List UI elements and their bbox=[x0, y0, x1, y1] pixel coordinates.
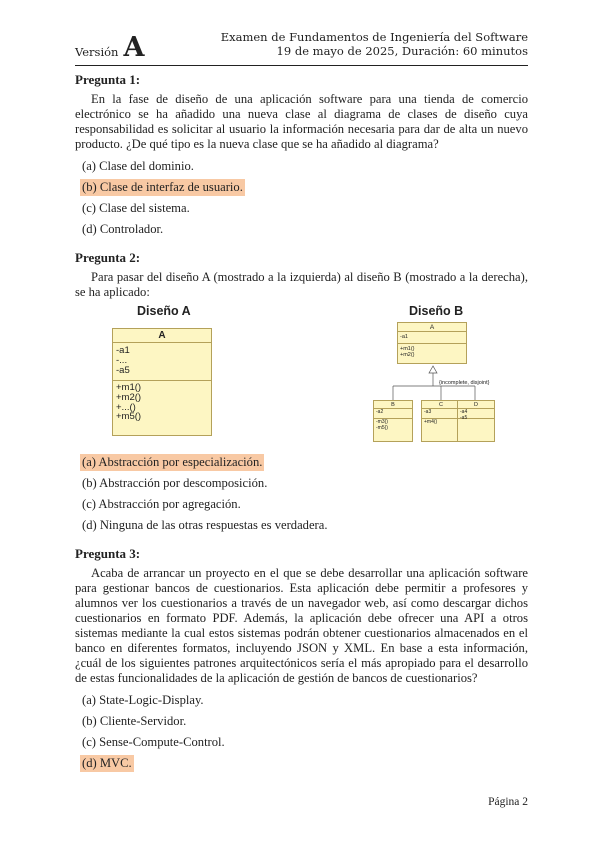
option-label: (a) Abstracción por especialización. bbox=[82, 455, 263, 469]
class-methods bbox=[422, 419, 460, 426]
diagram-b-title: Diseño B bbox=[409, 304, 464, 318]
exam-title: Examen de Fundamentos de Ingeniería del Software bbox=[220, 30, 528, 44]
class-methods bbox=[374, 419, 412, 431]
option-b bbox=[80, 177, 528, 198]
version-letter: A bbox=[123, 32, 145, 63]
generalization-constraint: {incomplete, disjoint} bbox=[439, 380, 490, 386]
class-name: B bbox=[374, 401, 412, 409]
option-b bbox=[80, 711, 528, 732]
question-text: Para pasar del diseño A (mostrado a la izquierda) al diseño B (mostrado a la derecha), se ha aplicado: bbox=[75, 270, 528, 299]
attribute: -a2 bbox=[376, 409, 384, 415]
attribute: -a1 bbox=[116, 345, 130, 356]
class-name: A bbox=[398, 323, 466, 332]
option-c bbox=[80, 732, 528, 753]
method: +m2() bbox=[400, 352, 415, 358]
questions-content bbox=[75, 72, 528, 774]
option-label: (d) Ninguna de las otras respuestas es verdadera. bbox=[82, 518, 328, 532]
option-b bbox=[80, 473, 528, 494]
attribute: -a5 bbox=[116, 364, 130, 376]
attribute: -a4 bbox=[460, 409, 468, 415]
attribute: -a1 bbox=[400, 334, 408, 340]
option-a bbox=[80, 156, 528, 177]
uml-class-c bbox=[421, 400, 461, 442]
question-3 bbox=[75, 546, 528, 774]
option-a bbox=[80, 452, 528, 473]
option-label: (c) Abstracción por agregación. bbox=[82, 497, 241, 511]
class-attributes bbox=[422, 409, 460, 419]
attribute: -a5 bbox=[460, 414, 468, 421]
option-label: (d) Controlador. bbox=[82, 222, 164, 236]
option-d bbox=[80, 219, 528, 240]
method: +m2() bbox=[116, 391, 142, 403]
option-label: (b) Abstracción por descomposición. bbox=[82, 476, 268, 490]
method: +m1() bbox=[116, 382, 142, 393]
option-list bbox=[80, 452, 528, 536]
option-label: (c) Sense-Compute-Control. bbox=[82, 735, 225, 749]
uml-class-b bbox=[373, 400, 413, 442]
class-attributes bbox=[458, 409, 494, 419]
exam-info bbox=[221, 30, 528, 58]
option-d bbox=[80, 753, 528, 774]
class-attributes bbox=[113, 343, 211, 381]
question-text: Acaba de arrancar un proyecto en el que se debe desarrollar una aplicación software para gestionar bancos de cuestionarios. Esta aplicación debe permitir a profesores y alumnos ver los cuestionarios a través de un navegador web, así como descargar dichos cuestionarios en formato PDF. Además, la aplicación debe ofrecer una API a otros sistemas mediante la cual estos sistemas podrán obtener cuestionarios almacenados en el banco en diferentes formatos, incluyendo JSON y XML. En base a esta información, ¿cuál de los siguientes patrones arquitectónicos sería el más apropiado para el desarrollo de estas funcionalidades de la aplicación de gestión de bancos de cuestionarios? bbox=[75, 566, 528, 685]
option-label: (a) Clase del dominio. bbox=[82, 159, 194, 173]
exam-date: 19 de mayo de 2025, Duración: 60 minutos bbox=[276, 44, 528, 58]
method: +...() bbox=[116, 401, 136, 413]
method: -m3() bbox=[376, 419, 388, 425]
option-label: (b) Clase de interfaz de usuario. bbox=[82, 180, 243, 194]
class-attributes bbox=[374, 409, 412, 419]
version-block bbox=[75, 32, 145, 63]
uml-class-d bbox=[457, 400, 495, 442]
method: -m5() bbox=[376, 424, 388, 431]
page-header bbox=[75, 30, 528, 64]
option-c bbox=[80, 198, 528, 219]
diagram-a-title: Diseño A bbox=[137, 304, 191, 318]
class-name: D bbox=[458, 401, 494, 409]
method: +m5() bbox=[116, 411, 142, 423]
uml-class-a bbox=[112, 328, 212, 436]
uml-diagrams bbox=[75, 304, 528, 452]
option-label: (d) MVC. bbox=[82, 756, 132, 770]
question-2 bbox=[75, 250, 528, 536]
option-label: (c) Clase del sistema. bbox=[82, 201, 190, 215]
attribute: -a3 bbox=[424, 409, 432, 415]
question-title: Pregunta 2: bbox=[75, 250, 141, 265]
class-methods bbox=[113, 381, 211, 422]
method: +m1() bbox=[400, 346, 415, 352]
attribute: -... bbox=[116, 354, 128, 366]
question-title: Pregunta 3: bbox=[75, 546, 141, 561]
option-a bbox=[80, 690, 528, 711]
class-methods bbox=[398, 344, 466, 358]
uml-class-b-parent bbox=[397, 322, 467, 364]
method: +m4() bbox=[424, 419, 438, 425]
question-title: Pregunta 1: bbox=[75, 72, 141, 87]
class-name: A bbox=[113, 329, 211, 343]
header-rule bbox=[75, 65, 528, 66]
version-label: Versión bbox=[75, 45, 119, 59]
option-c bbox=[80, 494, 528, 515]
question-text: En la fase de diseño de una aplicación software para una tienda de comercio electrónico se ha añadido una nueva clase al diagrama de clases de diseño cuya responsabilidad es solicitar al usuario la información necesaria para dar de alta un nuevo producto. ¿De qué tipo es la nueva clase que se ha añadido al diagrama? bbox=[75, 92, 528, 151]
option-label: (a) State-Logic-Display. bbox=[82, 693, 204, 707]
page-number: Página 2 bbox=[488, 796, 528, 808]
class-attributes bbox=[398, 332, 466, 344]
option-label: (b) Cliente-Servidor. bbox=[82, 714, 187, 728]
option-list bbox=[80, 690, 528, 774]
option-d bbox=[80, 515, 528, 536]
class-name: C bbox=[422, 401, 460, 409]
option-list bbox=[80, 156, 528, 240]
question-1 bbox=[75, 72, 528, 240]
